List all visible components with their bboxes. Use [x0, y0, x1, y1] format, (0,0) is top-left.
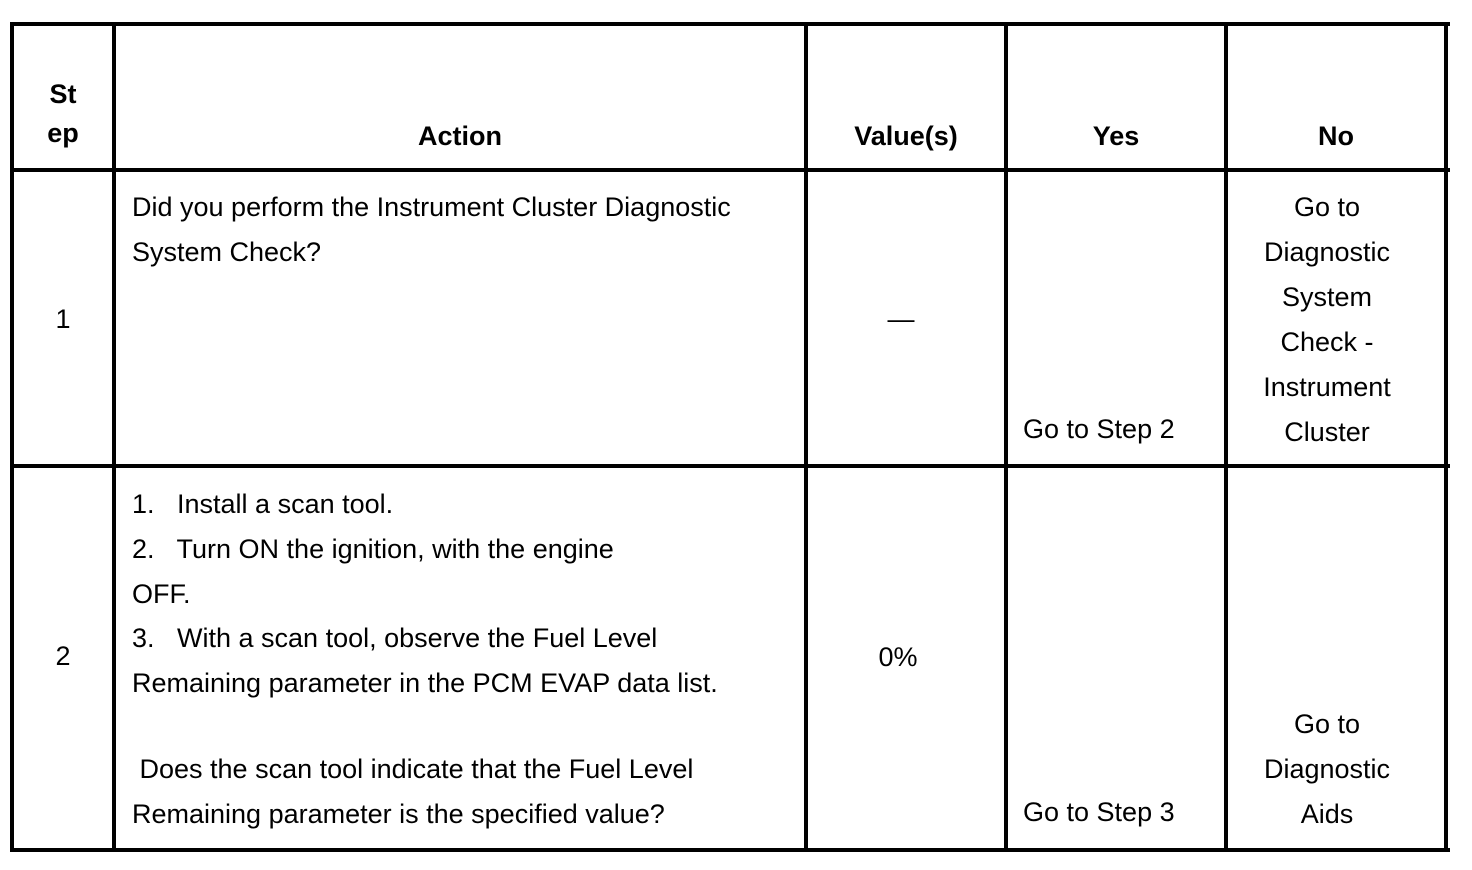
value-cell: —: [887, 304, 915, 334]
header-divider: [10, 168, 1450, 172]
table-border-right: [1444, 22, 1448, 852]
header-yes: Yes: [1092, 121, 1140, 151]
table-border-top: [10, 22, 1450, 26]
row-divider: [10, 464, 1450, 468]
header-no: No: [1318, 121, 1354, 151]
action-step-3: 3. With a scan tool, observe the Fuel Level Remaining parameter in the PCM EVAP data list.: [132, 623, 718, 698]
header-step: St ep: [47, 79, 79, 148]
yes-link[interactable]: Go to Step 2: [1023, 414, 1175, 444]
action-question: Does the scan tool indicate that the Fuel Level Remaining parameter is the specified value?: [132, 754, 694, 829]
header-action: Action: [418, 121, 502, 151]
step-number: 1: [55, 304, 71, 334]
header-values: Value(s): [854, 121, 958, 151]
value-cell: 0%: [878, 642, 918, 672]
action-step-2: 2. Turn ON the ignition, with the engine OFF.: [132, 534, 614, 609]
action-step-1: 1. Install a scan tool.: [132, 489, 394, 519]
yes-link[interactable]: Go to Step 3: [1023, 797, 1175, 827]
no-link[interactable]: Go to Diagnostic Aids: [1263, 709, 1391, 829]
step-number: 2: [55, 641, 71, 671]
table-border-bottom: [10, 848, 1450, 852]
no-link[interactable]: Go to Diagnostic System Check - Instrument Cluster: [1263, 192, 1391, 447]
action-text: Did you perform the Instrument Cluster Diagnostic System Check?: [132, 192, 731, 267]
